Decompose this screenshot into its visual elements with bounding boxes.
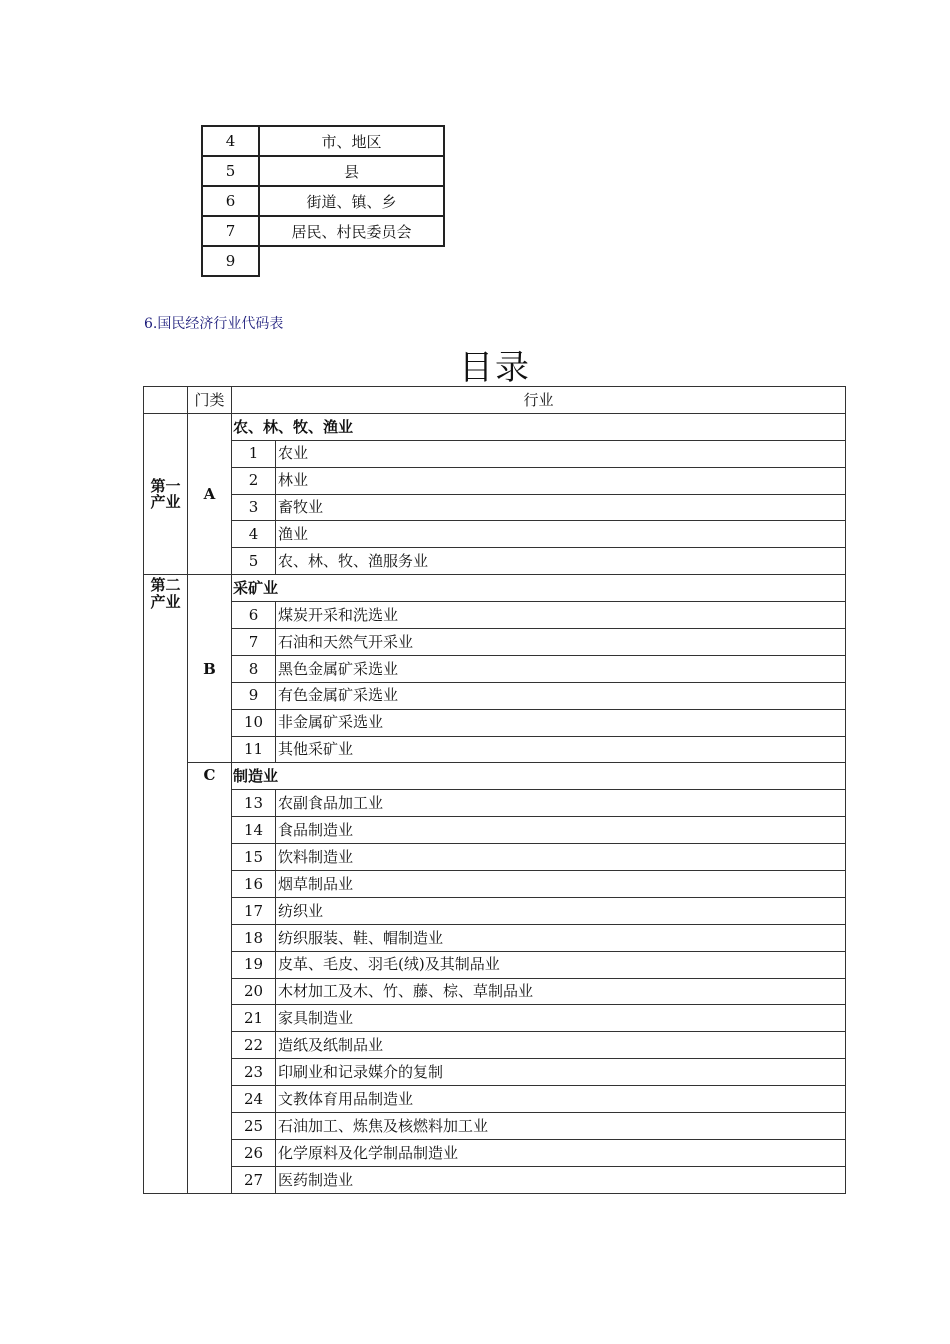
table-row <box>144 1166 846 1193</box>
region-level-table <box>201 125 445 277</box>
industry-code: 17 <box>232 897 276 924</box>
industry-name: 医药制造业 <box>276 1166 846 1193</box>
industry-code: 8 <box>232 655 276 682</box>
industry-code: 21 <box>232 1005 276 1032</box>
category-title: 农、林、牧、渔业 <box>232 413 846 440</box>
region-name: 市、地区 <box>259 126 444 156</box>
industry-name: 家具制造业 <box>276 1005 846 1032</box>
industry-name: 石油加工、炼焦及核燃料加工业 <box>276 1113 846 1140</box>
table-row <box>144 629 846 656</box>
table-row <box>144 655 846 682</box>
table-row <box>144 1139 846 1166</box>
industry-code-table <box>143 386 846 1194</box>
industry-name: 印刷业和记录媒介的复制 <box>276 1059 846 1086</box>
table-row <box>144 440 846 467</box>
industry-code: 2 <box>232 467 276 494</box>
industry-name: 渔业 <box>276 521 846 548</box>
table-row <box>144 1005 846 1032</box>
industry-code: 25 <box>232 1113 276 1140</box>
industry-name: 林业 <box>276 467 846 494</box>
table-row <box>144 736 846 763</box>
industry-code: 4 <box>232 521 276 548</box>
industry-name: 畜牧业 <box>276 494 846 521</box>
table-row <box>144 467 846 494</box>
table-row <box>202 246 444 276</box>
category-title: 采矿业 <box>232 575 846 602</box>
table-row <box>144 494 846 521</box>
industry-code: 11 <box>232 736 276 763</box>
industry-name: 其他采矿业 <box>276 736 846 763</box>
industry-code: 10 <box>232 709 276 736</box>
industry-code: 18 <box>232 924 276 951</box>
industry-code: 3 <box>232 494 276 521</box>
region-code: 5 <box>202 156 259 186</box>
industry-code: 27 <box>232 1166 276 1193</box>
industry-name: 煤炭开采和洗选业 <box>276 602 846 629</box>
industry-code: 20 <box>232 978 276 1005</box>
industry-name: 烟草制品业 <box>276 871 846 898</box>
industry-name: 食品制造业 <box>276 817 846 844</box>
table-row <box>144 978 846 1005</box>
industry-name: 农业 <box>276 440 846 467</box>
industry-name: 木材加工及木、竹、藤、棕、草制品业 <box>276 978 846 1005</box>
region-code: 9 <box>202 246 259 276</box>
category-title: 制造业 <box>232 763 846 790</box>
region-name <box>259 246 444 276</box>
table-row <box>202 126 444 156</box>
section-heading: 6.国民经济行业代码表 <box>144 316 284 332</box>
industry-name: 皮革、毛皮、羽毛(绒)及其制品业 <box>276 951 846 978</box>
category-title-row <box>144 763 846 790</box>
industry-code: 16 <box>232 871 276 898</box>
industry-name: 黑色金属矿采选业 <box>276 655 846 682</box>
industry-name: 农、林、牧、渔服务业 <box>276 548 846 575</box>
industry-name: 纺织服装、鞋、帽制造业 <box>276 924 846 951</box>
sector-secondary: 第二 产业 <box>144 575 188 1193</box>
table-row <box>144 1086 846 1113</box>
table-row <box>144 602 846 629</box>
industry-name: 非金属矿采选业 <box>276 709 846 736</box>
header-industry: 行业 <box>232 387 846 414</box>
industry-code: 15 <box>232 844 276 871</box>
industry-code: 22 <box>232 1032 276 1059</box>
industry-name: 文教体育用品制造业 <box>276 1086 846 1113</box>
industry-name: 化学原料及化学制品制造业 <box>276 1139 846 1166</box>
industry-name: 饮料制造业 <box>276 844 846 871</box>
industry-name: 纺织业 <box>276 897 846 924</box>
table-row <box>144 844 846 871</box>
region-code: 4 <box>202 126 259 156</box>
table-row <box>144 709 846 736</box>
industry-code: 14 <box>232 817 276 844</box>
doc-title: 目录 <box>459 348 531 388</box>
industry-code: 26 <box>232 1139 276 1166</box>
industry-code: 13 <box>232 790 276 817</box>
table-row <box>144 1059 846 1086</box>
industry-name: 有色金属矿采选业 <box>276 682 846 709</box>
table-row <box>144 1032 846 1059</box>
table-row <box>202 186 444 216</box>
industry-code: 5 <box>232 548 276 575</box>
category-letter: B <box>188 575 232 763</box>
table-row <box>144 548 846 575</box>
table-header-row <box>144 387 846 414</box>
table-row <box>144 951 846 978</box>
table-row <box>144 682 846 709</box>
table-row <box>144 817 846 844</box>
industry-code: 7 <box>232 629 276 656</box>
region-code: 7 <box>202 216 259 246</box>
industry-code: 9 <box>232 682 276 709</box>
table-row <box>144 897 846 924</box>
industry-code: 24 <box>232 1086 276 1113</box>
industry-name: 农副食品加工业 <box>276 790 846 817</box>
region-name: 居民、村民委员会 <box>259 216 444 246</box>
header-category: 门类 <box>188 387 232 414</box>
header-blank <box>144 387 188 414</box>
industry-name: 造纸及纸制品业 <box>276 1032 846 1059</box>
table-row <box>144 871 846 898</box>
table-row <box>202 156 444 186</box>
table-row <box>202 216 444 246</box>
table-row <box>144 924 846 951</box>
region-name: 街道、镇、乡 <box>259 186 444 216</box>
industry-code: 1 <box>232 440 276 467</box>
table-row <box>144 1113 846 1140</box>
region-code: 6 <box>202 186 259 216</box>
category-letter: A <box>188 413 232 574</box>
category-letter: C <box>188 763 232 1193</box>
industry-name: 石油和天然气开采业 <box>276 629 846 656</box>
table-row <box>144 521 846 548</box>
industry-code: 23 <box>232 1059 276 1086</box>
category-title-row <box>144 413 846 440</box>
table-row <box>144 790 846 817</box>
category-title-row <box>144 575 846 602</box>
sector-primary: 第一 产业 <box>144 413 188 574</box>
region-name: 县 <box>259 156 444 186</box>
industry-code: 6 <box>232 602 276 629</box>
industry-code: 19 <box>232 951 276 978</box>
